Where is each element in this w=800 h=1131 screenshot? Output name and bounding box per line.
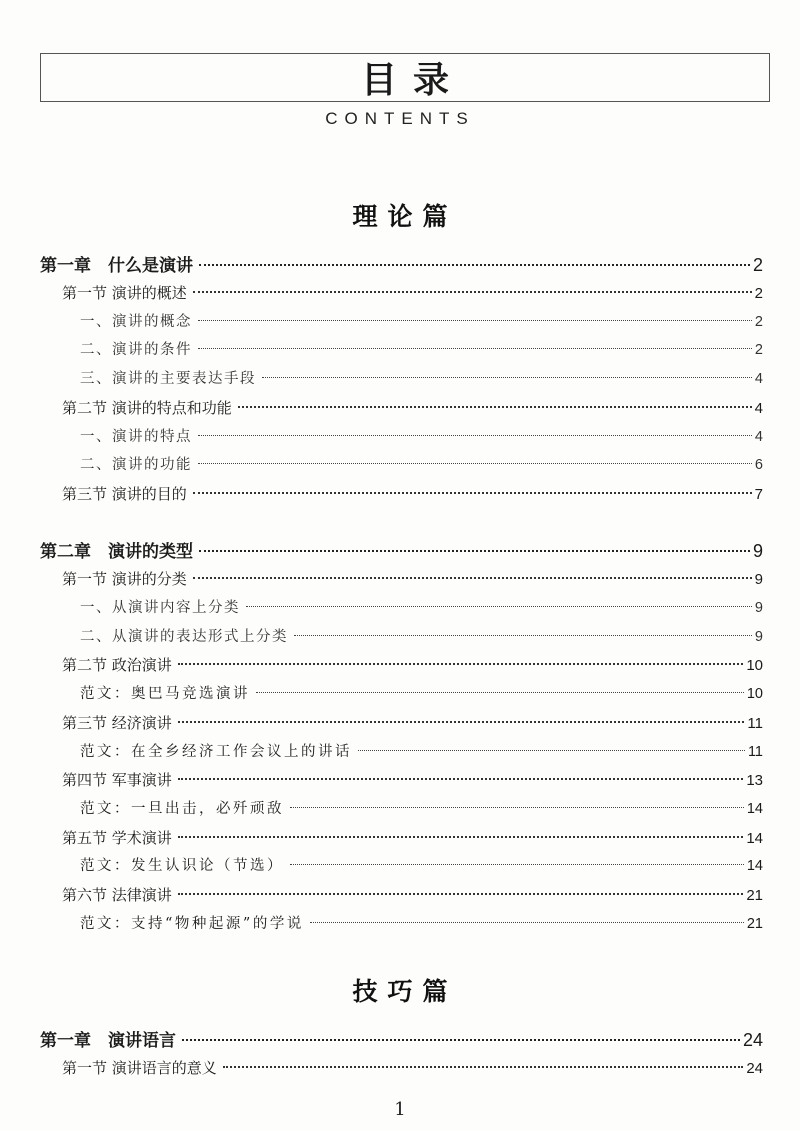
entry-page-number: 11 (747, 744, 763, 760)
dot-leader (182, 1037, 740, 1041)
chapter-entry[interactable] (40, 1027, 763, 1053)
entry-page-number: 14 (746, 830, 763, 847)
entry-page-number: 9 (754, 571, 763, 588)
dot-leader (198, 461, 752, 464)
entry-title: 第二节 演讲的特点和功能 (62, 399, 232, 417)
dot-leader (246, 604, 752, 607)
subsection-entry[interactable] (80, 337, 763, 363)
entry-title: 范文：发生认识论（节选） (80, 858, 284, 874)
dot-leader (358, 748, 745, 751)
dot-leader (193, 490, 752, 494)
dot-leader (178, 891, 744, 895)
entry-title: 一、演讲的概念 (80, 314, 192, 330)
dot-leader (178, 834, 744, 838)
dot-leader (238, 404, 752, 408)
page-number: 1 (394, 1099, 406, 1120)
section-entry[interactable] (62, 882, 763, 908)
section-entry[interactable] (62, 1055, 763, 1081)
entry-page-number: 6 (754, 457, 763, 473)
dot-leader (198, 318, 752, 321)
entry-title: 第一章 什么是演讲 (40, 256, 193, 276)
entry-title: 第二节 政治演讲 (62, 656, 172, 674)
entry-page-number: 24 (742, 1030, 763, 1050)
entry-title: 第六节 法律演讲 (62, 886, 172, 904)
entry-title: 第一节 演讲语言的意义 (62, 1059, 217, 1077)
entry-title: 二、演讲的条件 (80, 342, 192, 358)
entry-title: 第三节 经济演讲 (62, 714, 172, 732)
entry-page-number: 2 (752, 255, 763, 275)
entry-page-number: 2 (754, 342, 763, 358)
dot-leader (290, 805, 744, 808)
entry-page-number: 7 (754, 486, 763, 503)
section-entry[interactable] (62, 710, 763, 736)
entry-title: 第三节 演讲的目的 (62, 485, 187, 503)
section-entry[interactable] (62, 652, 763, 678)
entry-title: 第一节 演讲的概述 (62, 284, 187, 302)
dot-leader (262, 375, 752, 378)
entry-title: 三、演讲的主要表达手段 (80, 371, 256, 387)
entry-title: 第四节 军事演讲 (62, 771, 172, 789)
part-heading (0, 197, 800, 233)
sample-text-entry[interactable] (80, 796, 763, 822)
entry-title: 范文：在全乡经济工作会议上的讲话 (80, 744, 352, 760)
chapter-entry[interactable] (40, 252, 763, 278)
entry-title: 第五节 学术演讲 (62, 829, 172, 847)
sample-text-entry[interactable] (80, 739, 763, 765)
dot-leader (256, 690, 744, 693)
entry-page-number: 21 (746, 916, 763, 932)
subsection-entry[interactable] (80, 595, 763, 621)
dot-leader (193, 575, 752, 579)
subsection-entry[interactable] (80, 424, 763, 450)
dot-leader (310, 920, 744, 923)
sample-text-entry[interactable] (80, 911, 763, 937)
section-entry[interactable] (62, 825, 763, 851)
subsection-entry[interactable] (80, 624, 763, 650)
part-heading-text: 技巧篇 (352, 977, 458, 1006)
entry-page-number: 24 (746, 1060, 763, 1077)
part-heading-text: 理论篇 (352, 202, 458, 231)
dot-leader (178, 776, 744, 780)
entry-page-number: 10 (746, 686, 763, 702)
section-entry[interactable] (62, 481, 763, 507)
entry-page-number: 14 (746, 858, 763, 874)
dot-leader (198, 433, 752, 436)
entry-page-number: 4 (754, 429, 763, 445)
section-entry[interactable] (62, 280, 763, 306)
entry-page-number: 2 (754, 285, 763, 302)
entry-page-number: 2 (754, 314, 763, 330)
entry-title: 第二章 演讲的类型 (40, 542, 193, 562)
subsection-entry[interactable] (80, 366, 763, 392)
section-entry[interactable] (62, 566, 763, 592)
subsection-entry[interactable] (80, 309, 763, 335)
entry-page-number: 9 (754, 600, 763, 616)
dot-leader (223, 1064, 744, 1068)
entry-page-number: 14 (746, 801, 763, 817)
entry-title: 第一章 演讲语言 (40, 1031, 176, 1051)
entry-title: 一、演讲的特点 (80, 429, 192, 445)
subsection-entry[interactable] (80, 452, 763, 478)
dot-leader (290, 862, 744, 865)
dot-leader (294, 633, 752, 636)
dot-leader (198, 346, 752, 349)
entry-page-number: 13 (746, 772, 763, 789)
entry-title: 一、从演讲内容上分类 (80, 600, 240, 616)
entry-title: 第一节 演讲的分类 (62, 570, 187, 588)
entry-page-number: 4 (754, 400, 763, 417)
page-title: 目录 (360, 59, 465, 101)
entry-page-number: 9 (754, 629, 763, 645)
entry-title: 范文：奥巴马竞选演讲 (80, 686, 250, 702)
chapter-entry[interactable] (40, 538, 763, 564)
entry-page-number: 21 (746, 887, 763, 904)
entry-page-number: 10 (746, 657, 763, 674)
entry-title: 范文：一旦出击，必歼顽敌 (80, 801, 284, 817)
dot-leader (178, 661, 744, 665)
entry-page-number: 11 (747, 715, 763, 732)
dot-leader (199, 548, 750, 552)
entry-page-number: 4 (754, 371, 763, 387)
sample-text-entry[interactable] (80, 681, 763, 707)
dot-leader (199, 262, 750, 266)
entry-title: 二、从演讲的表达形式上分类 (80, 629, 288, 645)
dot-leader (193, 289, 752, 293)
entry-title: 二、演讲的功能 (80, 457, 192, 473)
part-heading (0, 972, 800, 1008)
section-entry[interactable] (62, 767, 763, 793)
dot-leader (178, 719, 745, 723)
page-subtitle: CONTENTS (325, 109, 475, 128)
entry-page-number: 9 (752, 541, 763, 561)
sample-text-entry[interactable] (80, 853, 763, 879)
section-entry[interactable] (62, 395, 763, 421)
entry-title: 范文：支持“物种起源”的学说 (80, 916, 304, 932)
